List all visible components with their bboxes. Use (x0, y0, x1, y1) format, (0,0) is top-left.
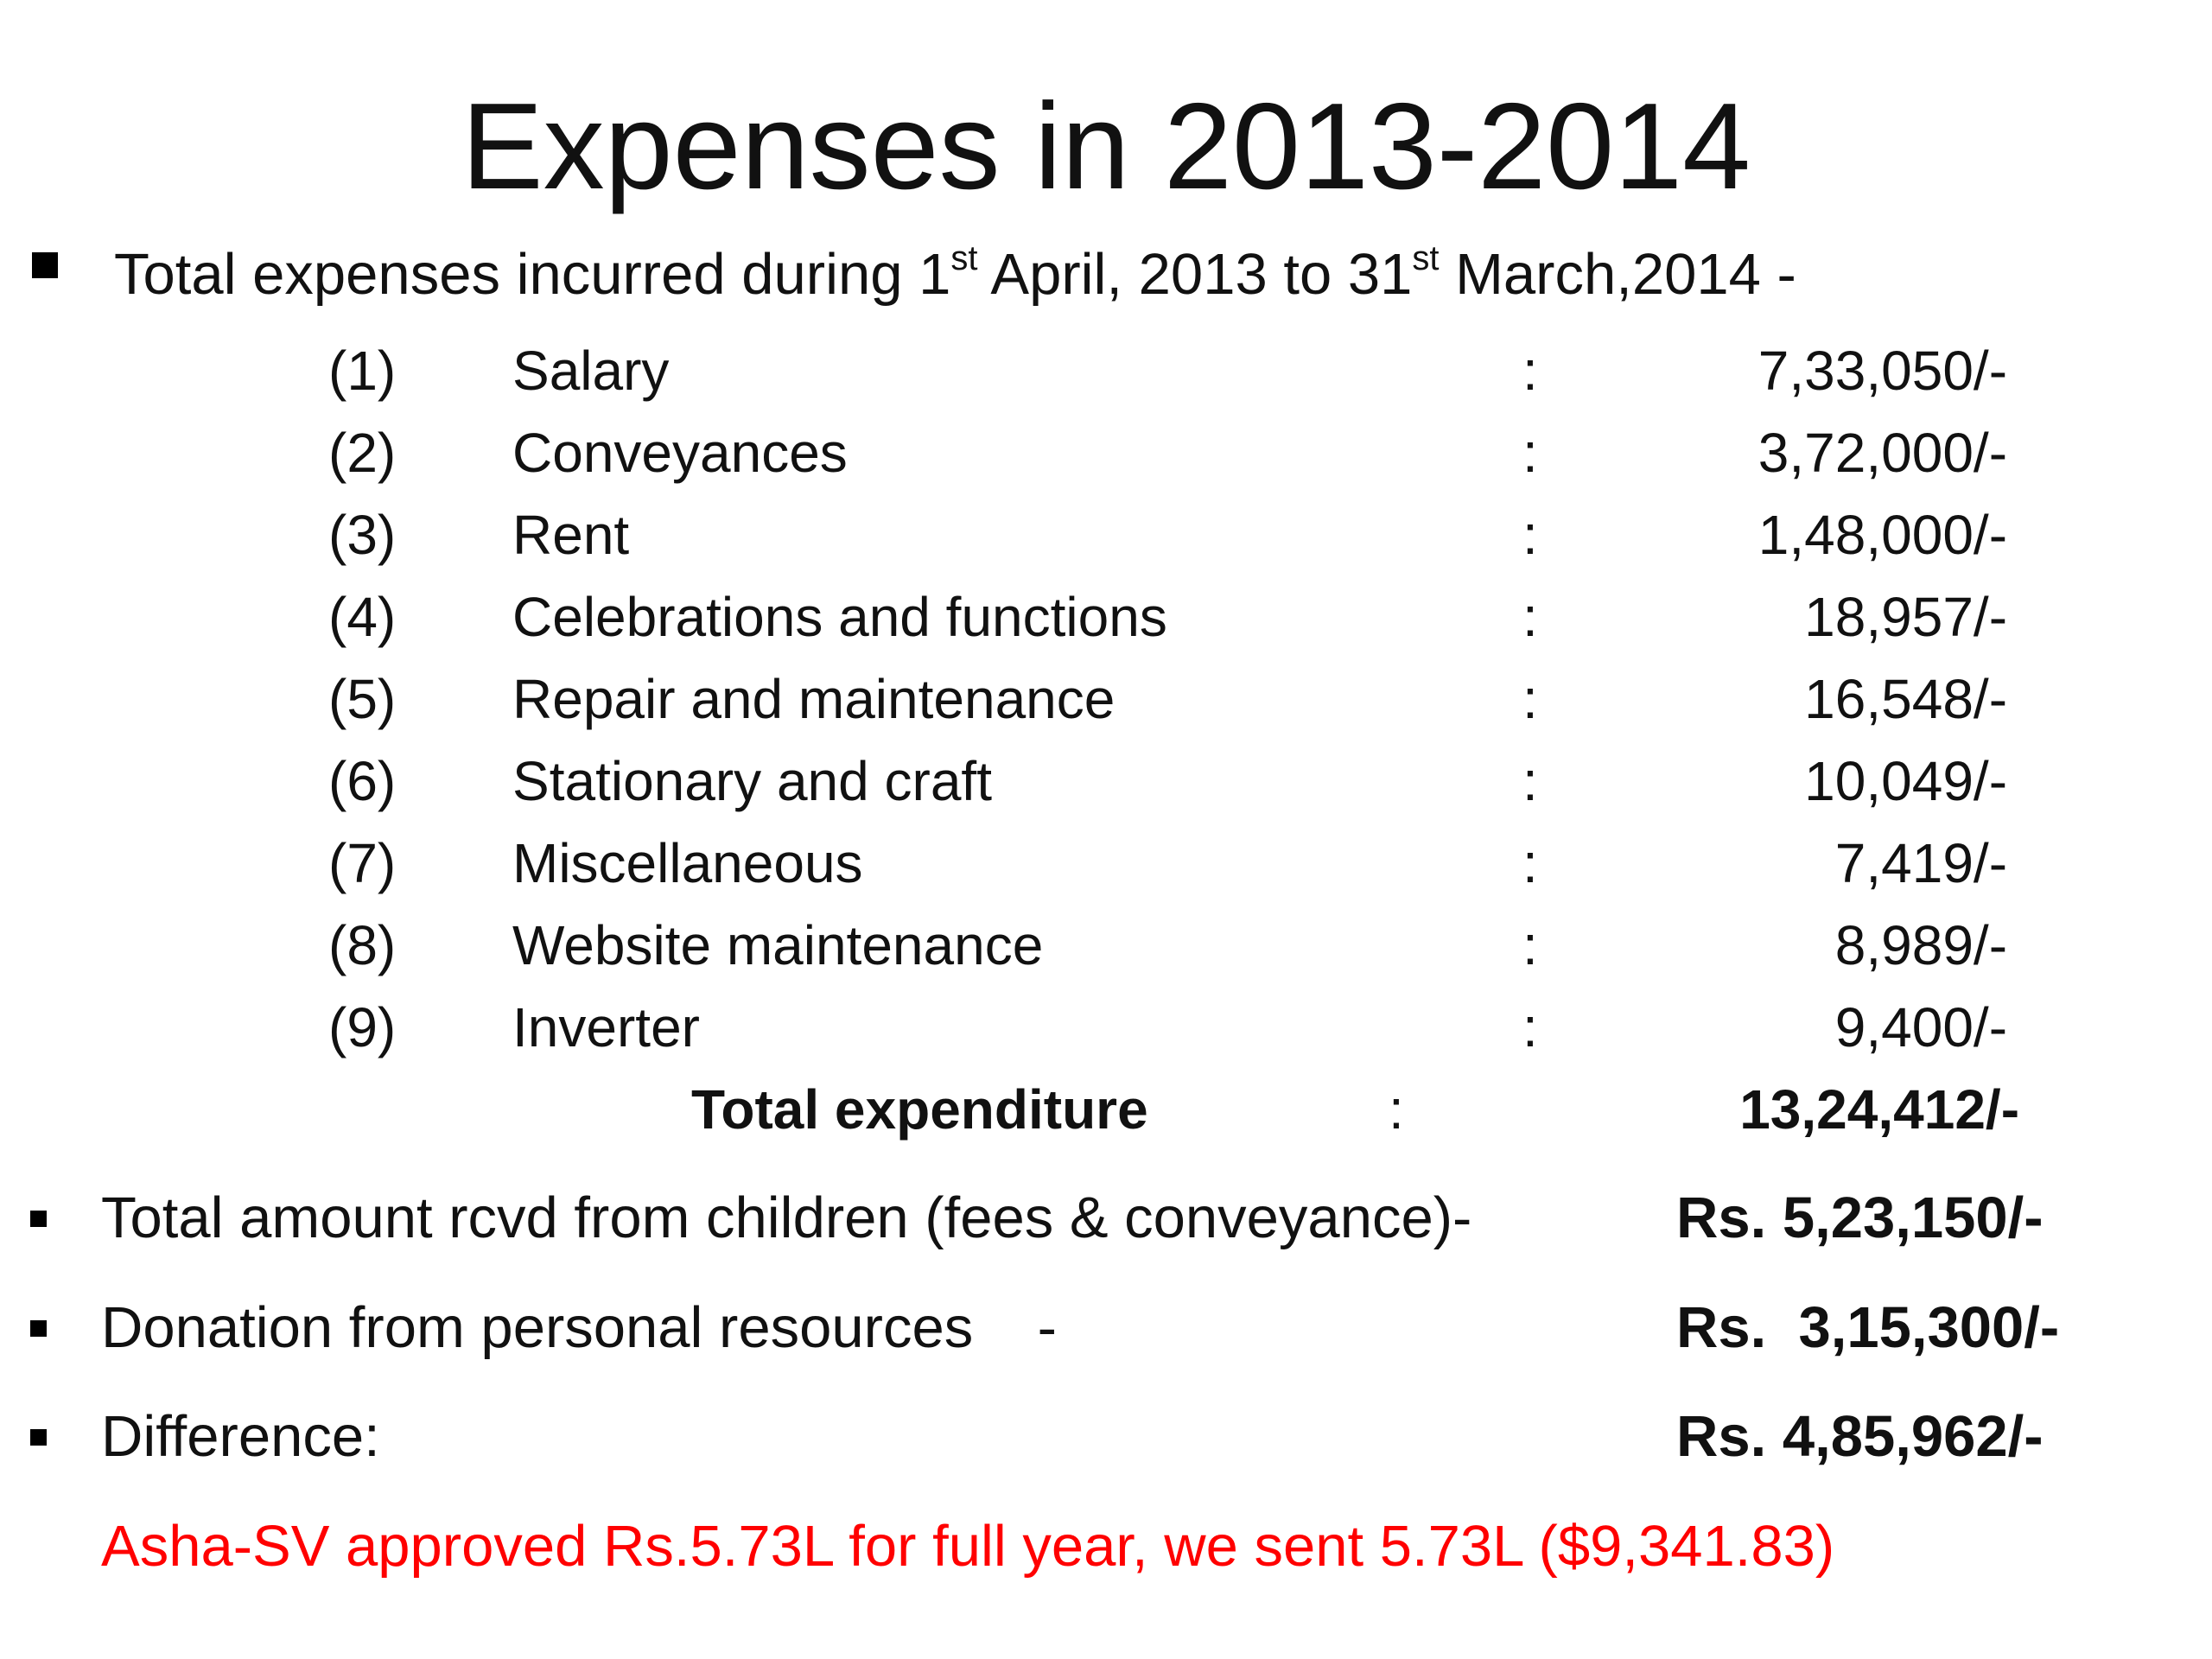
expense-row (0, 823, 2212, 905)
item-colon: : (1522, 422, 1538, 484)
item-colon: : (1522, 668, 1538, 730)
item-amount: 10,049/- (1804, 750, 2007, 812)
square-bullet-icon (32, 252, 58, 278)
item-amount: 16,548/- (1804, 668, 2007, 730)
intro-text-part: April, 2013 to 31 (977, 242, 1413, 307)
approval-note: Asha-SV approved Rs.5.73L for full year, we sent 5.73L ($9,341.83) (101, 1514, 1835, 1579)
item-colon: : (1522, 504, 1538, 566)
summary-row (0, 1394, 2212, 1480)
item-number: (3) (328, 504, 397, 566)
item-number: (7) (328, 832, 397, 894)
summary-row (0, 1175, 2212, 1262)
item-colon: : (1522, 914, 1538, 976)
slide-title: Expenses in 2013-2014 (461, 78, 1751, 215)
total-label: Total expenditure (691, 1078, 1148, 1141)
item-number: (5) (328, 668, 397, 730)
intro-text (114, 240, 1796, 309)
expense-row (0, 494, 2212, 576)
summary-amount: Rs. 4,85,962/- (1676, 1404, 2044, 1469)
item-colon: : (1522, 340, 1538, 402)
item-label: Inverter (512, 996, 700, 1058)
item-label: Conveyances (512, 422, 848, 484)
item-number: (9) (328, 996, 397, 1058)
expense-row (0, 412, 2212, 494)
item-amount: 7,33,050/- (1758, 340, 2007, 402)
expense-row (0, 658, 2212, 741)
item-number: (1) (328, 340, 397, 402)
square-bullet-icon (30, 1320, 47, 1337)
item-colon: : (1522, 996, 1538, 1058)
item-amount: 8,989/- (1834, 914, 2007, 976)
total-colon: : (1389, 1078, 1404, 1141)
item-label: Rent (512, 504, 630, 566)
item-number: (6) (328, 750, 397, 812)
square-bullet-icon (30, 1211, 47, 1227)
expense-row (0, 330, 2212, 412)
item-label: Stationary and craft (512, 750, 992, 812)
summary-row (0, 1285, 2212, 1371)
summary-label: Total amount rcvd from children (fees & conveyance)- (101, 1185, 1472, 1250)
item-colon: : (1522, 586, 1538, 648)
item-amount: 1,48,000/- (1758, 504, 2007, 566)
expense-row (0, 987, 2212, 1069)
total-expenditure-row (0, 1069, 2212, 1151)
item-label: Celebrations and functions (512, 586, 1167, 648)
summary-label: Difference: (101, 1404, 380, 1469)
item-number: (2) (328, 422, 397, 484)
item-label: Website maintenance (512, 914, 1044, 976)
square-bullet-icon (30, 1429, 47, 1446)
item-label: Miscellaneous (512, 832, 863, 894)
item-amount: 18,957/- (1804, 586, 2007, 648)
intro-text-part: Total expenses incurred during 1 (114, 242, 951, 307)
expense-row (0, 576, 2212, 658)
item-colon: : (1522, 750, 1538, 812)
item-label: Salary (512, 340, 670, 402)
summary-amount: Rs. 5,23,150/- (1676, 1185, 2044, 1250)
item-number: (8) (328, 914, 397, 976)
item-number: (4) (328, 586, 397, 648)
intro-text-part: March,2014 - (1439, 242, 1796, 307)
item-amount: 7,419/- (1834, 832, 2007, 894)
ordinal-suffix: st (950, 239, 978, 277)
item-colon: : (1522, 832, 1538, 894)
item-amount: 9,400/- (1834, 996, 2007, 1058)
item-amount: 3,72,000/- (1758, 422, 2007, 484)
ordinal-suffix: st (1412, 239, 1440, 277)
total-amount: 13,24,412/- (1739, 1078, 2019, 1141)
item-label: Repair and maintenance (512, 668, 1116, 730)
summary-amount: Rs. 3,15,300/- (1676, 1295, 2060, 1360)
expense-row (0, 741, 2212, 823)
expense-row (0, 905, 2212, 987)
summary-label: Donation from personal resources - (101, 1295, 1057, 1360)
